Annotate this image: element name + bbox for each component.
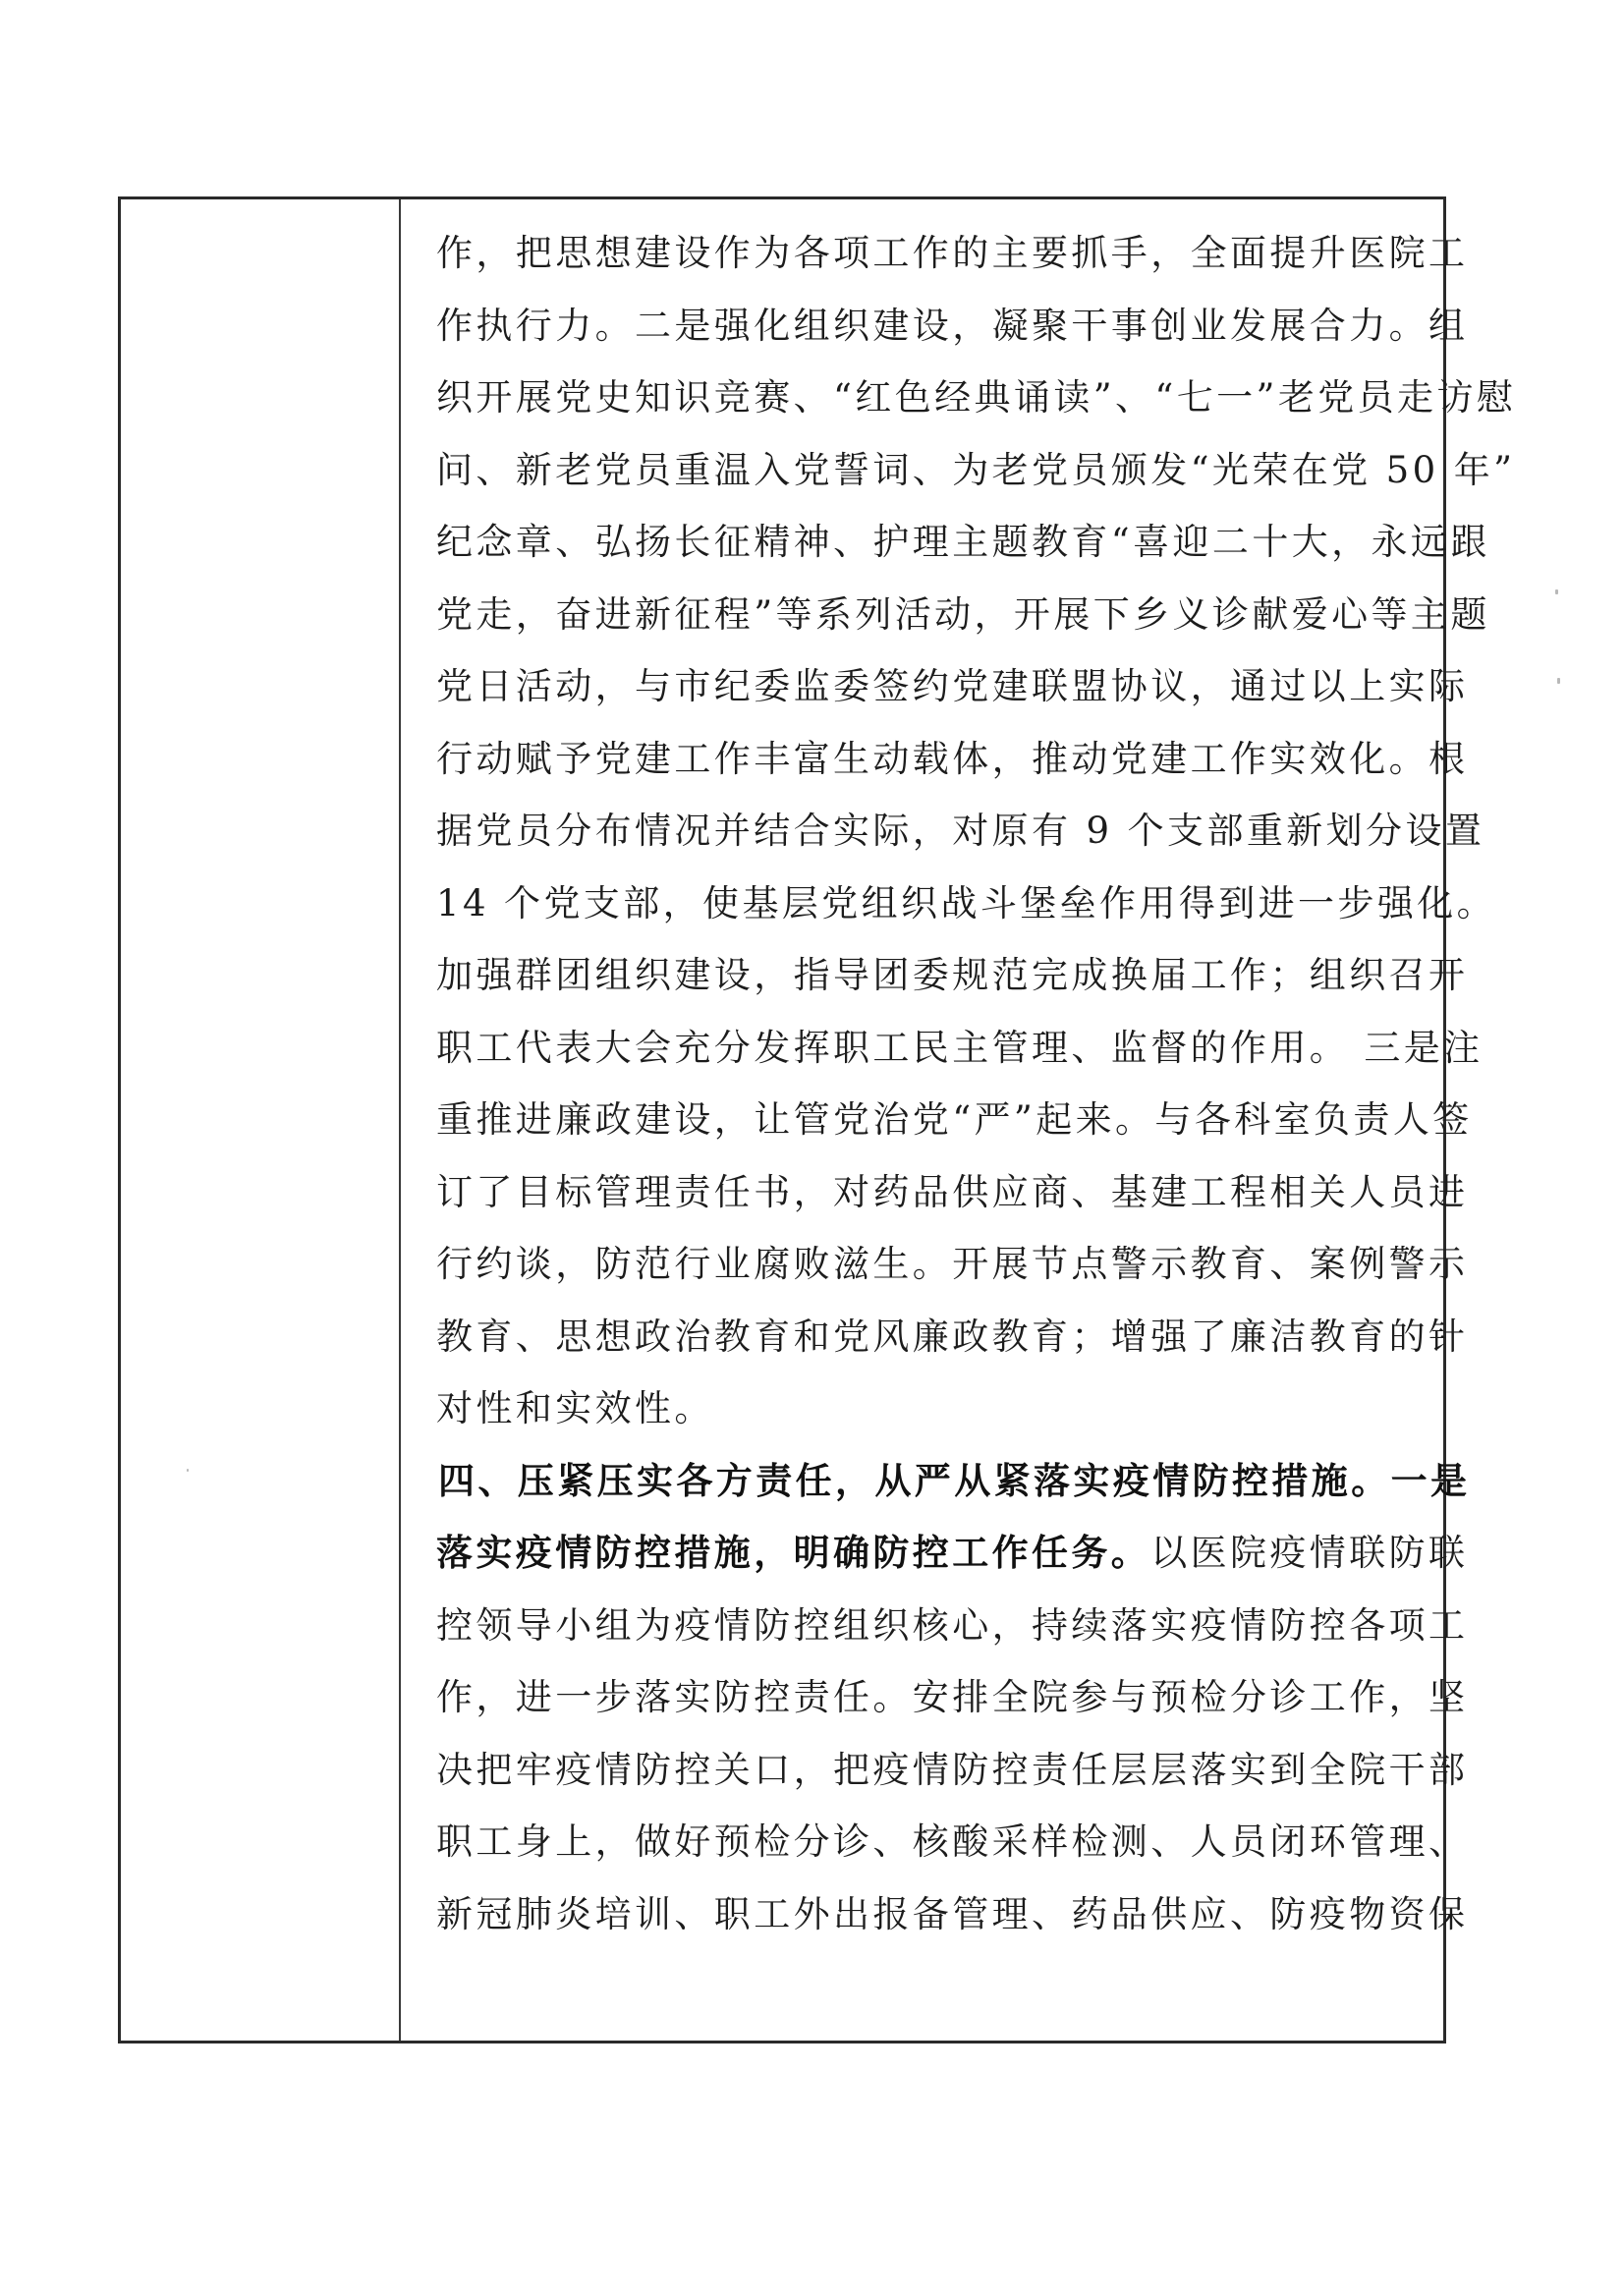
text-line-7: 党日活动，与市纪委监委签约党建联盟协议，通过以上实际 bbox=[436, 665, 1469, 707]
text-line-10: 14 个党支部，使基层党组织战斗堡垒作用得到进一步强化。 bbox=[436, 881, 1497, 924]
text-line-11: 加强群团组织建设，指导团委规范完成换届工作；组织召开 bbox=[436, 954, 1469, 996]
text-line-3: 织开展党史知识竞赛、“红色经典诵读”、“七一”老党员走访慰 bbox=[436, 376, 1517, 419]
scan-speck bbox=[1557, 678, 1560, 684]
scan-speck bbox=[187, 1469, 189, 1472]
text-line-20: 控领导小组为疫情防控组织核心，持续落实疫情防控各项工 bbox=[436, 1603, 1469, 1647]
section-heading-line: 四、压紧压实各方责任，从严从紧落实疫情防控措施。一是 bbox=[438, 1458, 1471, 1502]
text-line-24: 新冠肺炎培训、职工外出报备管理、药品供应、防疫物资保 bbox=[436, 1892, 1469, 1935]
text-line-6: 党走，奋进新征程”等系列活动，开展下乡义诊献爱心等主题 bbox=[436, 592, 1490, 636]
text-line-14: 订了目标管理责任书，对药品供应商、基建工程相关人员进 bbox=[436, 1170, 1469, 1213]
text-line-17: 对性和实效性。 bbox=[436, 1387, 714, 1429]
text-line-13: 重推进廉政建设，让管党治党“严”起来。与各科室负责人签 bbox=[436, 1098, 1473, 1141]
bold-subheading: 落实疫情防控措施，明确防控工作任务。 bbox=[436, 1531, 1151, 1574]
report-table bbox=[118, 196, 1517, 2043]
text-line-5: 纪念章、弘扬长征精神、护理主题教育“喜迎二十大，永远跟 bbox=[436, 521, 1490, 563]
scan-speck bbox=[1555, 589, 1558, 594]
table-content-cell bbox=[401, 199, 1517, 2041]
text-line-19 bbox=[436, 1517, 1469, 1590]
text-line-2: 作执行力。二是强化组织建设，凝聚干事创业发展合力。组 bbox=[436, 304, 1469, 347]
table-left-cell bbox=[121, 199, 401, 2041]
text-line-12: 职工代表大会充分发挥职工民主管理、监督的作用。 三是注 bbox=[436, 1026, 1484, 1069]
text-line-16: 教育、思想政治教育和党风廉政教育；增强了廉洁教育的针 bbox=[436, 1315, 1469, 1358]
text-line-9: 据党员分布情况并结合实际，对原有 9 个支部重新划分设置 bbox=[436, 810, 1485, 852]
text-line-1: 作，把思想建设作为各项工作的主要抓手，全面提升医院工 bbox=[436, 232, 1469, 274]
text-line-21: 作，进一步落实防控责任。安排全院参与预检分诊工作，坚 bbox=[436, 1676, 1469, 1718]
text-line-22: 决把牢疫情防控关口，把疫情防控责任层层落实到全院干部 bbox=[436, 1748, 1469, 1791]
text-line-19-rest: 以医院疫情联防联 bbox=[1150, 1532, 1469, 1574]
text-line-8: 行动赋予党建工作丰富生动载体，推动党建工作实效化。根 bbox=[436, 737, 1469, 780]
text-line-15: 行约谈，防范行业腐败滋生。开展节点警示教育、案例警示 bbox=[436, 1243, 1469, 1285]
text-line-23: 职工身上，做好预检分诊、核酸采样检测、人员闭环管理、 bbox=[436, 1820, 1469, 1863]
text-line-4: 问、新老党员重温入党誓词、为老党员颁发“光荣在党 50 年” bbox=[436, 448, 1516, 491]
